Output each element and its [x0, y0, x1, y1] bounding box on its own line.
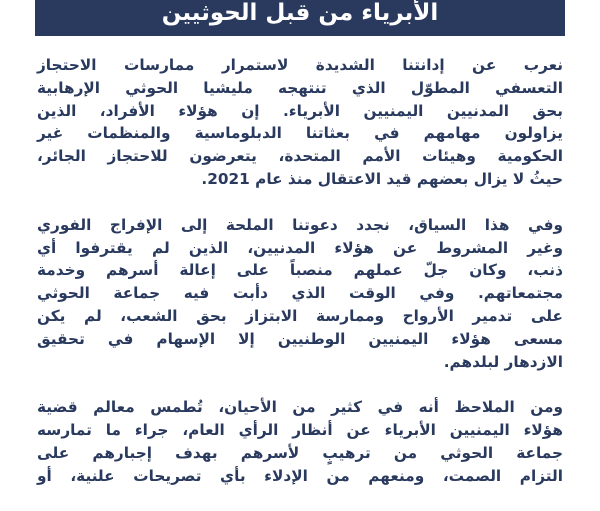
title-banner — [35, 0, 565, 36]
text-line: يزاولون مهامهم في بعثاتنا الدبلوماسية والمنظمات غير — [37, 124, 563, 143]
text-line: نعرب عن إدانتنا الشديدة لاستمرار ممارسات الاحتجاز — [37, 56, 563, 74]
page-title: الأبرياء من قبل الحوثيين — [161, 0, 439, 26]
paragraph-2 — [37, 214, 563, 374]
text-line: الحكومية وهيئات الأمم المتحدة، يتعرضون للاحتجاز الجائر، — [37, 147, 563, 166]
text-line: التعسفي المطوّل الذي تنتهجه مليشيا الحوثي الإرهابية — [37, 78, 563, 97]
text-line: جماعة الحوثي من ترهيبٍ لأسرهم بهدف إجبارهم على — [37, 443, 563, 462]
text-line: وغير المشروط عن هؤلاء المدنيين، الذين لم يقترفوا أي — [37, 238, 563, 257]
paragraph-1 — [37, 54, 563, 191]
text-line: ذنب، وكان جلّ عملهم منصباً على إعالة أسرهم وخدمة — [37, 261, 563, 280]
paragraph-3 — [37, 396, 563, 487]
text-line: حيثُ لا يزال بعضهم قيد الاعتقال منذ عام 2021. — [201, 169, 563, 188]
text-line: الازدهار لبلدهم. — [443, 352, 563, 371]
text-line: ومن الملاحظ أنه في كثير من الأحيان، تُطمس معالم قضية — [37, 398, 563, 417]
text-line: وفي هذا السياق، نجدد دعوتنا الملحة إلى الإفراج الفوري — [37, 215, 563, 234]
text-line: مجتمعاتهم. وفي الوقت الذي دأبت فيه جماعة الحوثي — [37, 284, 563, 303]
text-line: مسعى هؤلاء اليمنيين الوطنيين إلا الإسهام في تحقيق — [37, 329, 563, 348]
statement-body — [37, 54, 563, 511]
text-line: بحق المدنيين اليمنيين الأبرياء. إن هؤلاء الأفراد، الذين — [37, 101, 563, 120]
text-line: التزام الصمت، ومنعهم من الإدلاء بأي تصريحات علنية، أو — [37, 466, 563, 485]
text-line: هؤلاء اليمنيين الأبرياء عن أنظار الرأي العام، جراء ما تمارسه — [37, 421, 563, 440]
text-line: على تدمير الأرواح وممارسة الابتزاز بحق الشعب، لم يكن — [37, 306, 563, 325]
